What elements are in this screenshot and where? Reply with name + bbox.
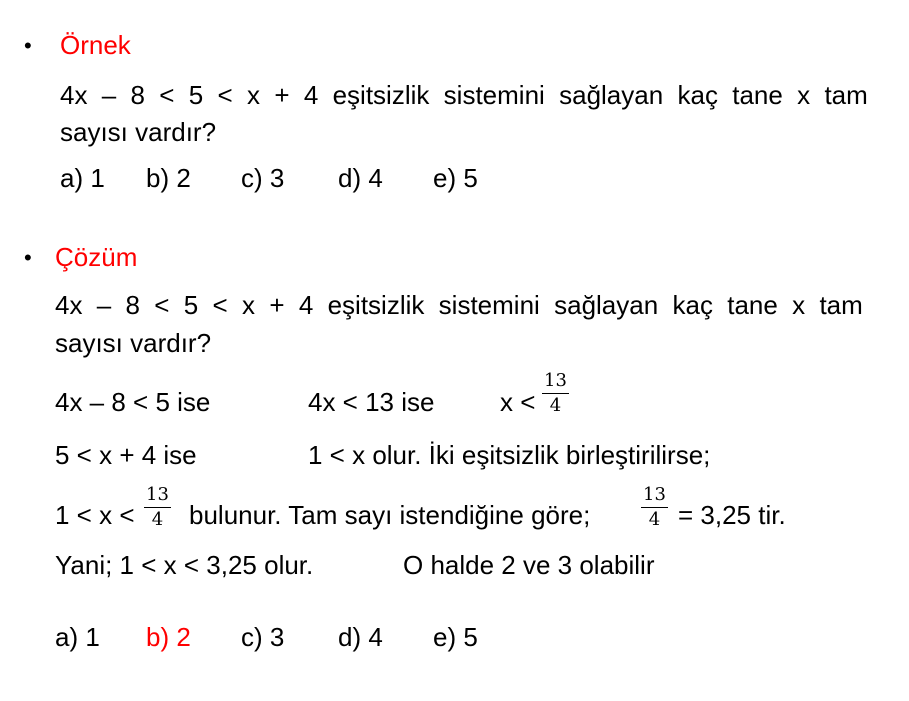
step2-inequality: 5 < x + 4 ise [55,440,197,470]
word: eşitsizlik [327,290,425,320]
word: 4x [55,290,83,320]
step4-conclusion: O halde 2 ve 3 olabilir [403,550,655,580]
word: 5 [188,80,204,110]
word: + [274,80,290,110]
step1-simplified: 4x < 13 ise [308,387,435,417]
word: sistemini [443,80,545,110]
word: < [212,290,228,320]
fraction-denominator: 4 [151,509,164,530]
fraction-13-over-4 [144,486,171,529]
bullet-icon: • [24,33,32,58]
example-heading: Örnek [60,30,131,60]
word: < [217,80,233,110]
example-option-b: b) 2 [146,163,191,193]
step3-combined: 1 < x < [55,500,135,530]
solution-option-d: d) 4 [338,622,383,652]
word: 4 [298,290,314,320]
solution-option-b-correct: b) 2 [146,622,191,652]
fraction-denominator: 4 [549,395,562,416]
word: 8 [130,80,145,110]
solution-option-a: a) 1 [55,622,100,652]
fraction-numerator: 13 [146,484,169,505]
word: 8 [125,290,140,320]
fraction-numerator: 13 [643,484,666,505]
example-option-a: a) 1 [60,163,105,193]
step1-result: x < [500,387,536,417]
step3-text: bulunur. Tam sayı istendiğine göre; [189,500,591,530]
fraction-numerator: 13 [544,370,567,391]
solution-heading: Çözüm [55,242,138,272]
word: 4x [60,80,88,110]
word: kaç [677,80,718,110]
fraction-13-over-4 [641,486,668,529]
word: 5 [183,290,199,320]
word: tam [824,80,868,110]
solution-option-c: c) 3 [241,622,285,652]
word: – [101,80,117,110]
example-question-line1 [60,82,868,108]
solution-option-e: e) 5 [433,622,478,652]
word: < [159,80,175,110]
word: x [242,290,256,320]
example-option-c: c) 3 [241,163,285,193]
word: < [154,290,170,320]
word: x [797,80,811,110]
example-question-line2: sayısı vardır? [60,117,217,147]
word: sistemini [438,290,540,320]
step2-result: 1 < x olur. İki eşitsizlik birleştirilirse; [308,440,711,470]
solution-question-line2: sayısı vardır? [55,328,212,358]
word: – [96,290,112,320]
word: x [247,80,261,110]
word: 4 [303,80,319,110]
bullet-icon: • [24,245,32,270]
step3-value: = 3,25 tir. [678,500,786,530]
fraction-13-over-4 [542,372,569,415]
word: tane [732,80,783,110]
word: tane [727,290,778,320]
step1-inequality: 4x – 8 < 5 ise [55,387,211,417]
word: + [269,290,285,320]
word: eşitsizlik [332,80,430,110]
word: sağlayan [554,290,659,320]
step4-result: Yani; 1 < x < 3,25 olur. [55,550,314,580]
word: sağlayan [559,80,664,110]
example-option-e: e) 5 [433,163,478,193]
solution-question-line1 [55,292,863,318]
word: x [792,290,806,320]
fraction-denominator: 4 [648,509,661,530]
example-option-d: d) 4 [338,163,383,193]
word: tam [819,290,863,320]
word: kaç [672,290,713,320]
